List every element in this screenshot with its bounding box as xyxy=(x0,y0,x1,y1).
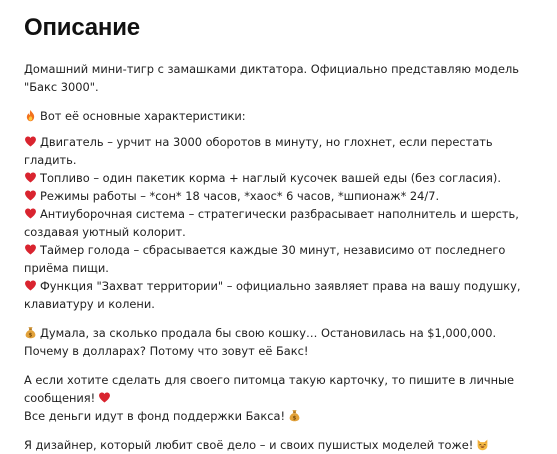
list-item xyxy=(24,277,535,313)
heart-icon xyxy=(24,189,37,202)
list-item xyxy=(24,187,535,205)
feature-text: Двигатель – урчит на 3000 оборотов в минуту, но глохнет, если перестать гладить. xyxy=(24,135,493,167)
feature-text: Таймер голода – сбрасывается каждые 30 минут, независимо от последнего приёма пищи. xyxy=(24,243,506,275)
heart-icon xyxy=(98,391,111,404)
heart-icon xyxy=(24,207,37,220)
heart-icon xyxy=(24,243,37,256)
feature-text: Топливо – один пакетик корма + наглый кусочек вашей еды (без согласия). xyxy=(40,171,501,185)
fire-icon xyxy=(24,109,37,122)
list-item xyxy=(24,241,535,277)
list-item xyxy=(24,169,535,187)
svg-text:$: $ xyxy=(292,415,297,422)
designer-text: Я дизайнер, который любит своё дело – и своих пушистых моделей тоже! xyxy=(24,438,474,452)
fund-line xyxy=(24,407,535,425)
heart-icon xyxy=(24,279,37,292)
feature-text: Функция "Захват территории" – официально заявляет права на вашу подушку, клавиатуру и колени. xyxy=(24,279,521,311)
features-heading xyxy=(24,107,535,125)
designer-paragraph xyxy=(24,436,535,454)
money-paragraph xyxy=(24,324,535,360)
list-item xyxy=(24,133,535,169)
cta-text: А если хотите сделать для своего питомца такую карточку, то пишите в личные сообщения! xyxy=(24,373,515,405)
features-heading-text: Вот её основные характеристики: xyxy=(40,109,246,123)
cta-paragraph xyxy=(24,371,535,425)
intro-text: Домашний мини-тигр с замашками диктатора. Официально представляю модель "Бакс 3000". xyxy=(24,62,519,94)
cta-line xyxy=(24,371,535,407)
svg-text:$: $ xyxy=(28,332,33,339)
money-bag-icon xyxy=(288,409,301,422)
smiling-cat-icon xyxy=(476,438,489,451)
page-title: Описание xyxy=(24,14,140,41)
fund-text: Все деньги идут в фонд поддержки Бакса! xyxy=(24,409,286,423)
money-bag-icon xyxy=(24,326,37,339)
money-text: Думала, за сколько продала бы свою кошку… Остановилась на $1,000,000. Почему в долларах? Потому что зовут её Бакс! xyxy=(24,326,497,358)
features-list xyxy=(24,133,535,313)
list-item xyxy=(24,205,535,241)
heart-icon xyxy=(24,171,37,184)
feature-text: Антиуборочная система – стратегически разбрасывает наполнитель и шерсть, создавая уютный колорит. xyxy=(24,207,519,239)
heart-icon xyxy=(24,135,37,148)
feature-text: Режимы работы – *сон* 18 часов, *хаос* 6 часов, *шпионаж* 24/7. xyxy=(40,189,440,203)
